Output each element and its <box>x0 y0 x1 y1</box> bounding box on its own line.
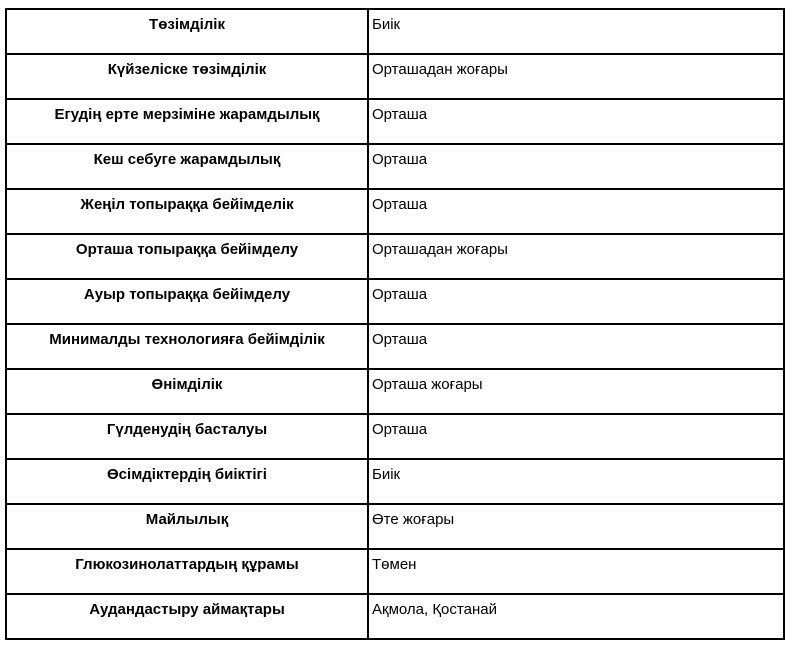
property-value-cell: Биік <box>368 9 784 54</box>
table-row <box>6 279 784 324</box>
property-name-cell: Майлылық <box>6 504 368 549</box>
property-name-cell: Күйзеліске төзімділік <box>6 54 368 99</box>
property-value-cell: Орташа <box>368 324 784 369</box>
property-value-cell: Орташадан жоғары <box>368 234 784 279</box>
property-name-cell: Өсімдіктердің биіктігі <box>6 459 368 504</box>
property-value-cell: Биік <box>368 459 784 504</box>
property-value-cell: Орташа <box>368 414 784 459</box>
table-row <box>6 189 784 234</box>
characteristics-table <box>5 8 785 640</box>
table-row <box>6 9 784 54</box>
table-row <box>6 324 784 369</box>
property-value-cell: Орташа <box>368 279 784 324</box>
property-value-cell: Өте жоғары <box>368 504 784 549</box>
property-value-cell: Орташа <box>368 144 784 189</box>
property-value-cell: Орташа жоғары <box>368 369 784 414</box>
property-name-cell: Жеңіл топыраққа бейімделік <box>6 189 368 234</box>
property-value-cell: Орташадан жоғары <box>368 54 784 99</box>
table-row <box>6 414 784 459</box>
property-name-cell: Гүлденудің басталуы <box>6 414 368 459</box>
table-row <box>6 54 784 99</box>
table-row <box>6 234 784 279</box>
property-name-cell: Глюкозинолаттардың құрамы <box>6 549 368 594</box>
characteristics-table-body <box>6 9 784 639</box>
table-row <box>6 99 784 144</box>
property-value-cell: Орташа <box>368 99 784 144</box>
property-value-cell: Ақмола, Қостанай <box>368 594 784 639</box>
property-name-cell: Егудің ерте мерзіміне жарамдылық <box>6 99 368 144</box>
property-name-cell: Минималды технологияға бейімділік <box>6 324 368 369</box>
table-row <box>6 504 784 549</box>
table-row <box>6 369 784 414</box>
property-value-cell: Орташа <box>368 189 784 234</box>
property-name-cell: Өнімділік <box>6 369 368 414</box>
property-name-cell: Аудандастыру аймақтары <box>6 594 368 639</box>
property-name-cell: Төзімділік <box>6 9 368 54</box>
property-value-cell: Төмен <box>368 549 784 594</box>
table-row <box>6 549 784 594</box>
property-name-cell: Орташа топыраққа бейімделу <box>6 234 368 279</box>
table-row <box>6 594 784 639</box>
table-row <box>6 144 784 189</box>
property-name-cell: Ауыр топыраққа бейімделу <box>6 279 368 324</box>
property-name-cell: Кеш себуге жарамдылық <box>6 144 368 189</box>
table-row <box>6 459 784 504</box>
